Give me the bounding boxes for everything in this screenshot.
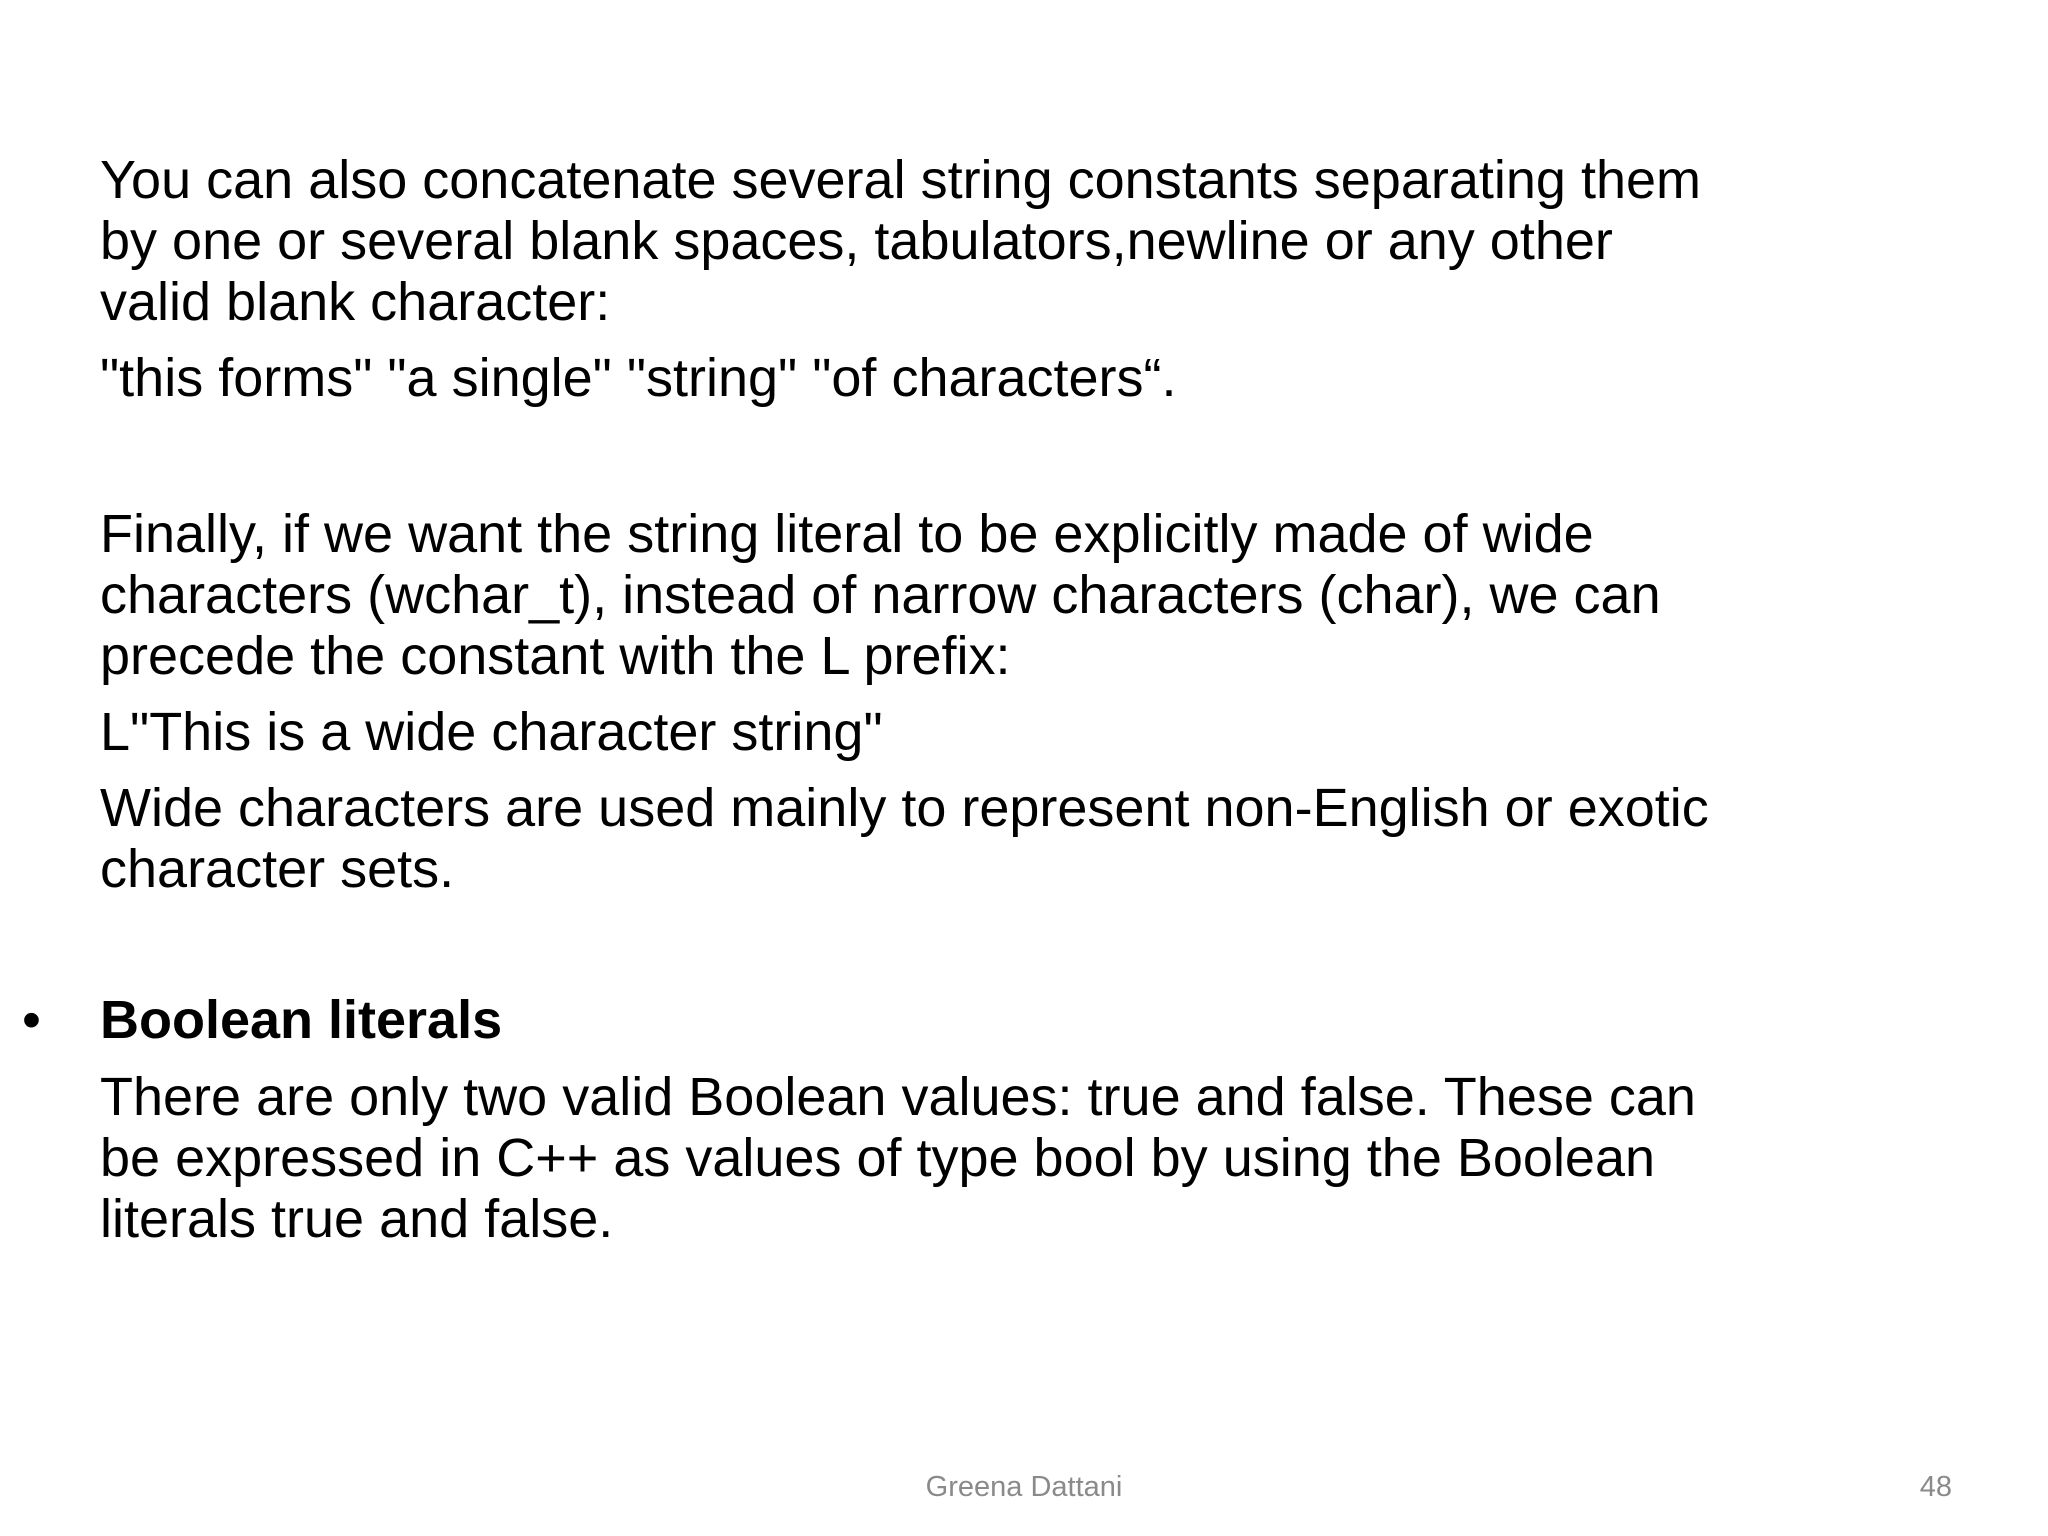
text-line: Wide characters are used mainly to represent non-English or exotic <box>100 778 1709 838</box>
bullet-heading-row <box>22 990 1860 1051</box>
text-line: be expressed in C++ as values of type bool by using the Boolean <box>100 1128 1656 1188</box>
text-line: Finally, if we want the string literal to be explicitly made of wide <box>100 504 1594 564</box>
page-number: 48 <box>1919 1471 1952 1503</box>
text-line: You can also concatenate several string constants separating them <box>100 150 1701 210</box>
text-line: characters (wchar_t), instead of narrow characters (char), we can <box>100 565 1661 625</box>
paragraph-concatenation-example <box>100 348 1860 409</box>
text-line: literals true and false. <box>100 1189 614 1249</box>
slide-content <box>22 150 1860 1250</box>
text-line: "this forms" "a single" "string" "of characters“. <box>100 348 1177 408</box>
text-line: by one or several blank spaces, tabulators,newline or any other <box>100 211 1613 271</box>
bullet-heading: Boolean literals <box>100 990 503 1050</box>
bullet-icon: • <box>22 990 41 1050</box>
paragraph-wide-string-example <box>100 702 1860 763</box>
paragraph-wide-characters <box>100 504 1860 687</box>
text-line: character sets. <box>100 839 455 899</box>
text-line: There are only two valid Boolean values: true and false. These can <box>100 1067 1696 1127</box>
footer-author: Greena Dattani <box>925 1471 1123 1503</box>
paragraph-string-concatenation <box>100 150 1860 333</box>
text-line: L"This is a wide character string" <box>100 702 883 762</box>
paragraph-boolean-literals <box>100 1067 1860 1250</box>
text-line: precede the constant with the L prefix: <box>100 626 1011 686</box>
text-line: valid blank character: <box>100 272 611 332</box>
paragraph-wide-characters-usage <box>100 778 1860 900</box>
